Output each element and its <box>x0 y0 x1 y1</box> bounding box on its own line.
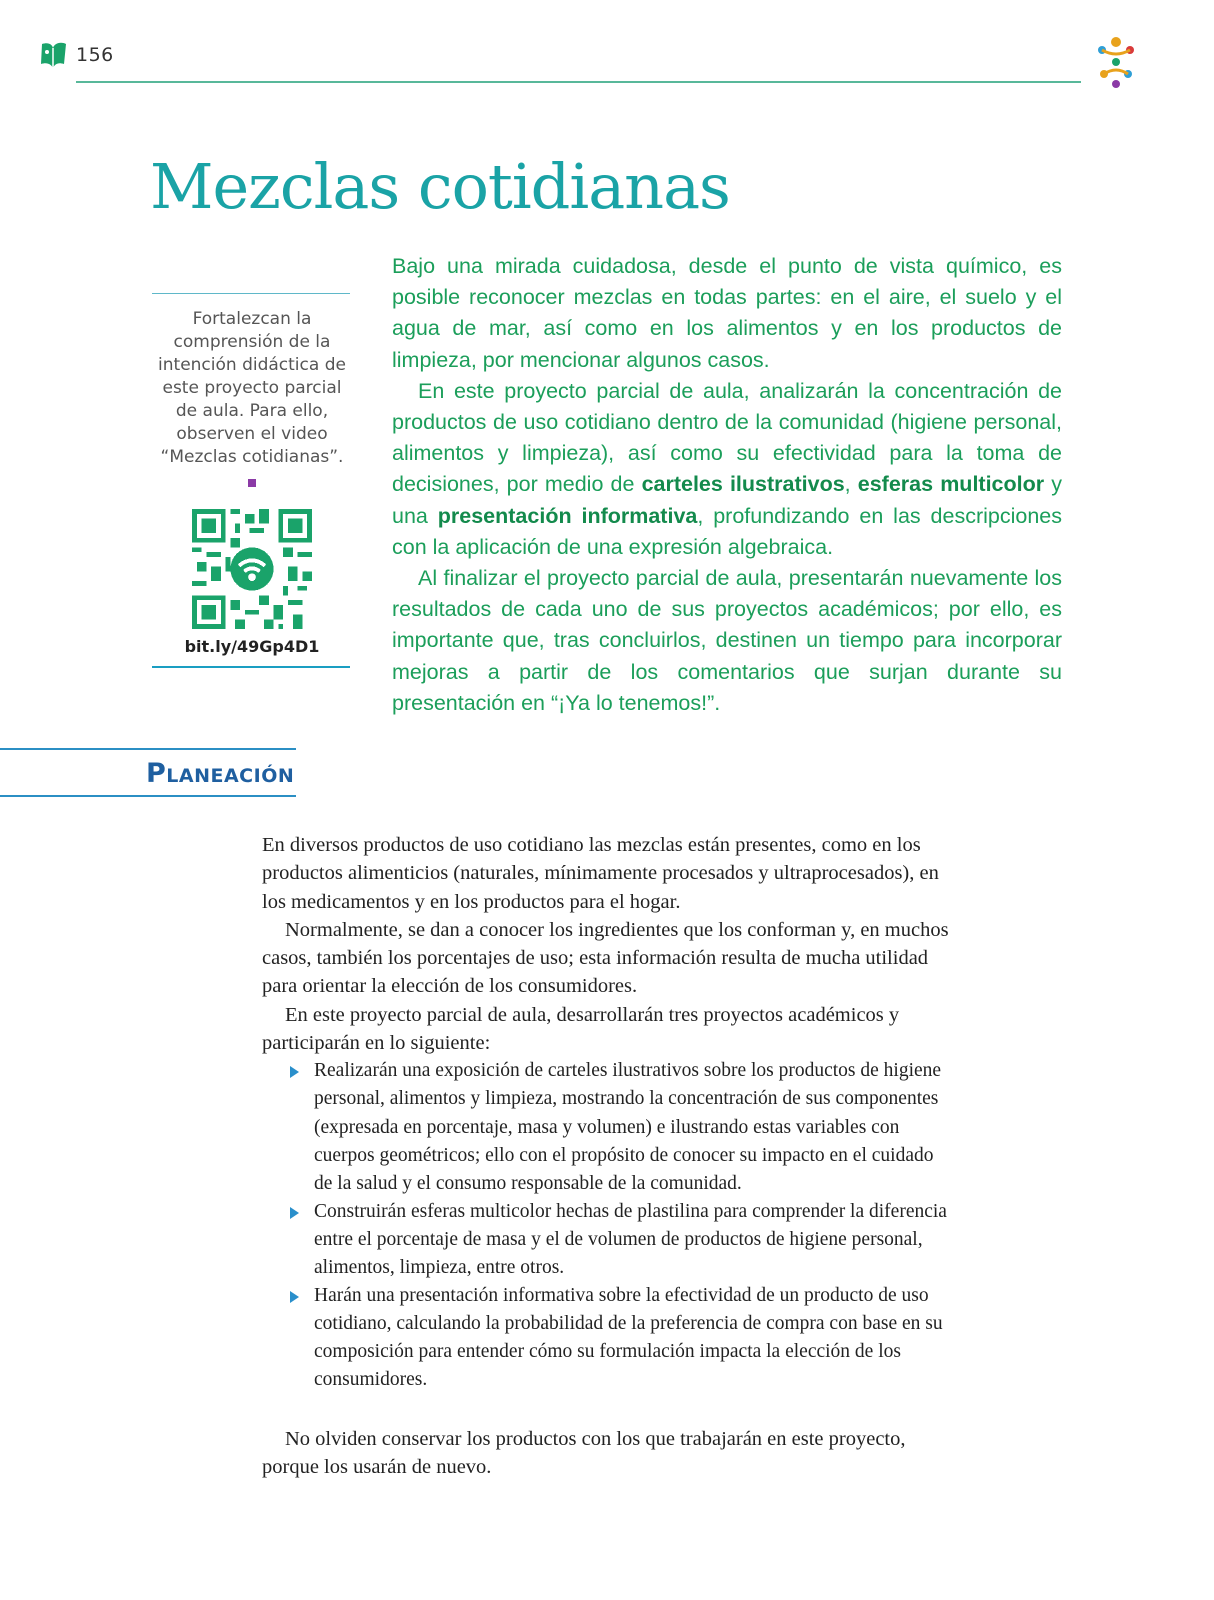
intro-p2-bold-esferas: esferas multicolor <box>857 472 1045 497</box>
section-body <box>262 831 952 1481</box>
intro-paragraph-3: Al finalizar el proyecto parcial de aula, presentarán nuevamente los resultados de cada uno de sus proyectos académicos; por ello, es importante que, tras concluirlos, destinen un tiempo para incorporar mejoras a partir de los comentarios que surjan durante su presentación en “¡Ya lo tenemos!”. <box>392 566 1062 715</box>
body-paragraph-3: En este proyecto parcial de aula, desarrollarán tres proyectos académicos y participarán en lo siguiente: <box>262 1003 900 1055</box>
book-leaf-icon <box>38 40 68 72</box>
list-item: Harán una presentación informativa sobre la efectividad de un producto de uso cotidiano, calculando la probabilidad de la preferencia de compra con base en su composición para entender cómo su formulación impacta la elección de los consumidores. <box>314 1282 952 1394</box>
short-url-link[interactable]: bit.ly/49Gp4D1 <box>184 637 320 656</box>
intro-p2-sep-2: y una <box>392 472 1062 528</box>
page-number: 156 <box>76 44 114 66</box>
intro-p2-text-a: En este proyecto parcial de aula, analizarán la concentración de productos de uso cotidiano dentro de la comunidad (higiene personal, alimentos y limpieza), así como su efectividad para la toma de decisiones, por medio de <box>392 378 1062 497</box>
list-item: Construirán esferas multicolor hechas de plastilina para comprender la diferencia entre el porcentaje de masa y el de volumen de productos de higiene personal, alimentos, limpieza, entre otros. <box>314 1198 952 1282</box>
sidebar-note <box>152 293 352 668</box>
sidebar-marker <box>248 479 256 487</box>
body-paragraph-2: Normalmente, se dan a conocer los ingredientes que los conforman y, en muchos casos, también los porcentajes de uso; esta información resulta de mucha utilidad para orientar la elección de los consumidores. <box>262 918 949 998</box>
section-heading-top-rule <box>0 748 296 750</box>
list-item: Realizarán una exposición de carteles ilustrativos sobre los productos de higiene personal, alimentos y limpieza, mostrando la concentración de sus componentes (expresada en porcentaje, masa y volumen) e ilustrando estas variables con cuerpos geométricos; ello con el propósito de conocer su impacto en el cuidado de la salud y el consumo responsable de la comunidad. <box>314 1057 952 1197</box>
intro-p2-sep-1: , <box>844 472 858 497</box>
sidebar-bottom-rule <box>152 666 350 668</box>
intro-text <box>392 251 1062 719</box>
sidebar-text: Fortalezcan la comprensión de la intención didáctica de este proyecto parcial de aula. Para ello, observen el video “Mezclas cotidianas”. <box>158 309 346 467</box>
intro-p2-bold-presentacion: presentación informativa <box>437 503 698 528</box>
body-paragraph-1: En diversos productos de uso cotidiano las mezclas están presentes, como en los productos alimenticios (naturales, mínimamente procesados y ultraprocesados), en los medicamentos y en los productos para el hogar. <box>262 834 939 913</box>
qr-code-icon[interactable] <box>192 509 312 629</box>
header-rule <box>76 81 1081 83</box>
section-heading-bottom-rule <box>0 795 296 797</box>
intro-p2-bold-carteles: carteles ilustrativos <box>641 472 845 497</box>
closing-paragraph: No olviden conservar los productos con los que trabajarán en este proyecto, porque los usarán de nuevo. <box>262 1427 906 1478</box>
intro-paragraph-1: Bajo una mirada cuidadosa, desde el punto de vista químico, es posible reconocer mezclas en todas partes: en el aire, el suelo y el agua de mar, así como en los alimentos y en los productos de limpieza, por mencionar algunos casos. <box>392 254 1062 372</box>
activity-list <box>262 1057 952 1394</box>
sidebar-top-rule <box>152 293 350 294</box>
intro-p2-text-c: , profundizando en las descripciones con la aplicación de una expresión algebraica. <box>392 503 1062 559</box>
intro-paragraph-2 <box>392 376 1062 563</box>
community-logo-icon <box>1088 34 1144 90</box>
section-heading: Planeación <box>146 758 295 789</box>
page-title: Mezclas cotidianas <box>150 150 730 223</box>
